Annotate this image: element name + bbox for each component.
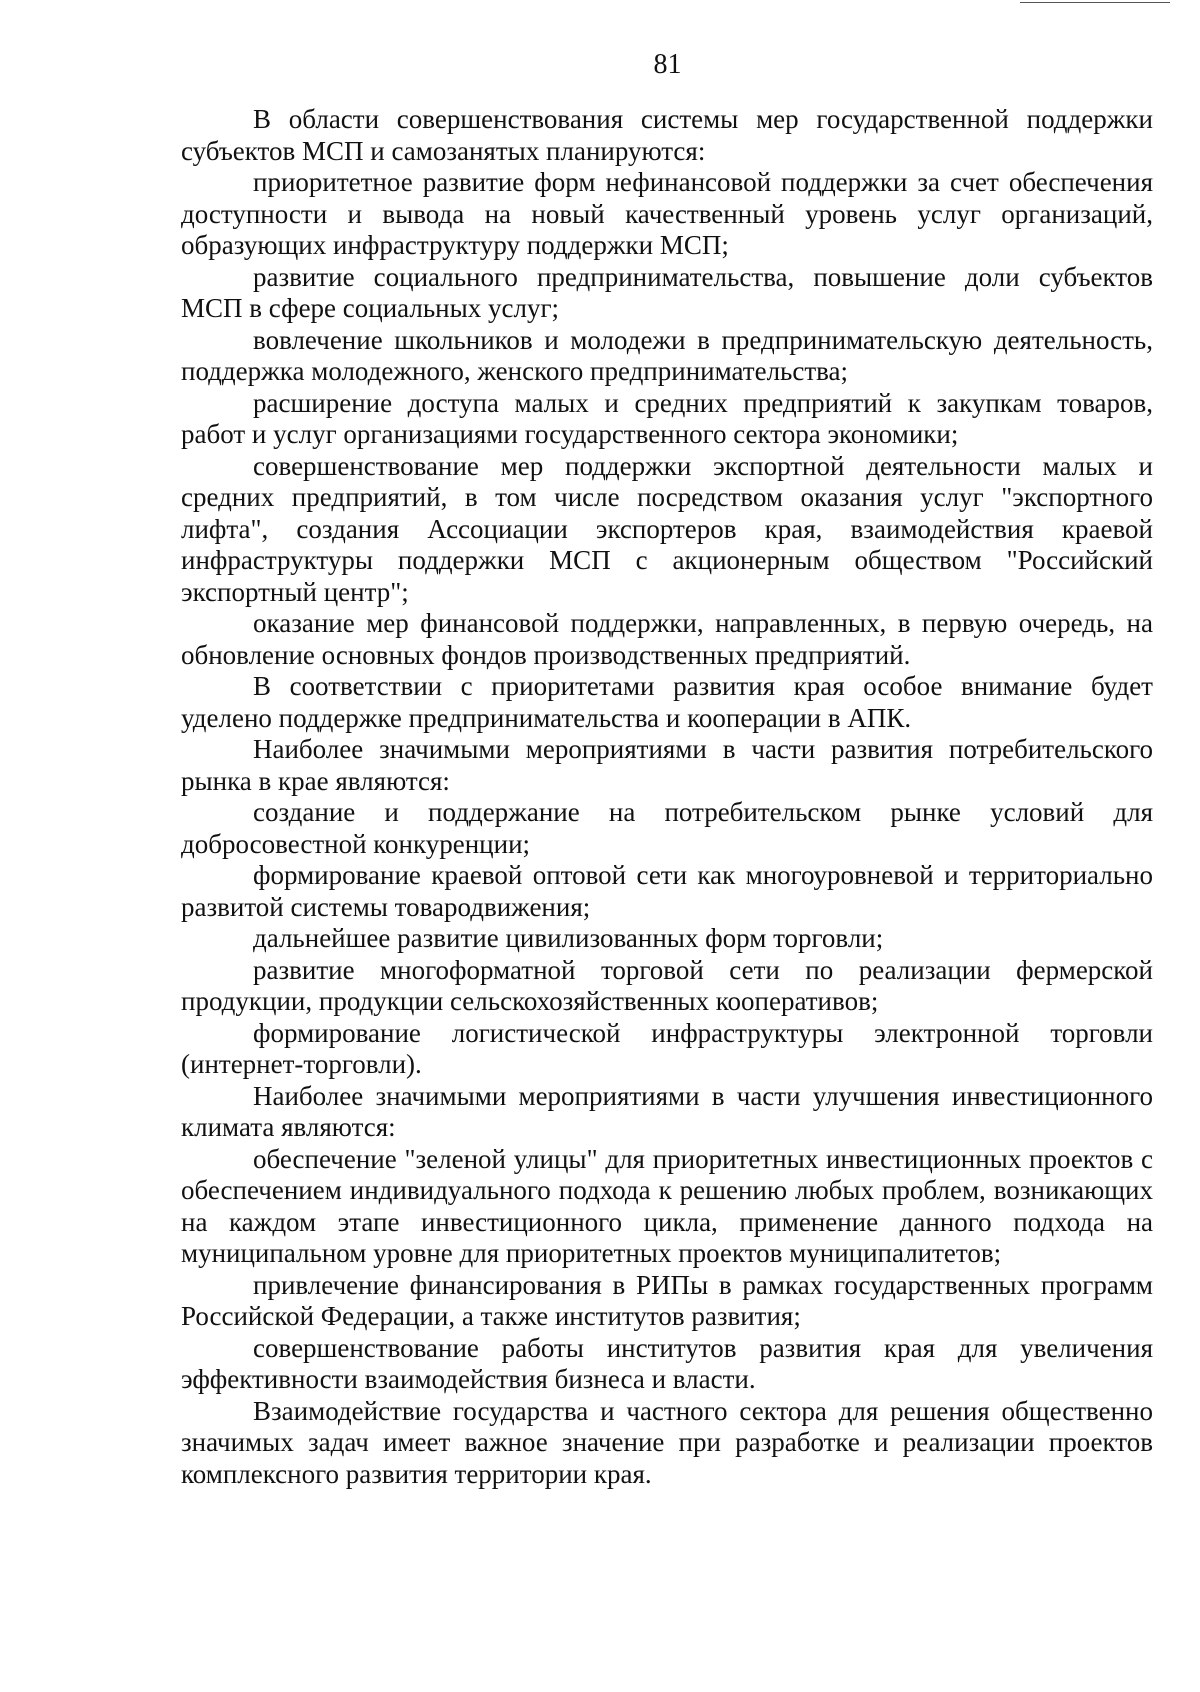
paragraph: приоритетное развитие форм нефинансовой поддержки за счет обеспечения доступности и вывода на новый качественный уровень услуг организаций, образующих инфраструктуру поддержки МСП;: [181, 167, 1153, 260]
paragraph: расширение доступа малых и средних предприятий к закупкам товаров, работ и услуг организациями государственного сектора экономики;: [181, 387, 1153, 449]
paragraph: оказание мер финансовой поддержки, направленных, в первую очередь, на обновление основных фондов производственных предприятий.: [181, 608, 1153, 670]
paragraph: Наиболее значимыми мероприятиями в части развития потребительского рынка в крае являются:: [181, 734, 1153, 796]
paragraph: обеспечение "зеленой улицы" для приоритетных инвестиционных проектов с обеспечением индивидуального подхода к решению любых проблем, возникающих на каждом этапе инвестиционного цикла, применение данного подхода на муниципальном уровне для приоритетных проектов муниципалитетов;: [181, 1143, 1153, 1268]
paragraph: создание и поддержание на потребительском рынке условий для добросовестной конкуренции;: [181, 797, 1153, 859]
paragraph: развитие социального предпринимательства, повышение доли субъектов МСП в сфере социальных услуг;: [181, 261, 1153, 323]
paragraph: совершенствование мер поддержки экспортной деятельности малых и средних предприятий, в том числе посредством оказания услуг "экспортного лифта", создания Ассоциации экспортеров края, взаимодействия краевой инфраструктуры поддержки МСП с акционерным обществом "Российский экспортный центр";: [181, 450, 1153, 607]
paragraph: совершенствование работы институтов развития края для увеличения эффективности взаимодействия бизнеса и власти.: [181, 1332, 1153, 1394]
page-number: 81: [653, 49, 682, 80]
paragraph: формирование краевой оптовой сети как многоуровневой и территориально развитой системы товародвижения;: [181, 860, 1153, 922]
paragraph: вовлечение школьников и молодежи в предпринимательскую деятельность, поддержка молодежного, женского предпринимательства;: [181, 324, 1153, 386]
paragraph: В области совершенствования системы мер государственной поддержки субъектов МСП и самозанятых планируются:: [181, 104, 1153, 166]
paragraph: дальнейшее развитие цивилизованных форм торговли;: [253, 923, 884, 953]
paragraph: формирование логистической инфраструктуры электронной торговли (интернет-торговли).: [181, 1017, 1153, 1079]
paragraph: развитие многоформатной торговой сети по реализации фермерской продукции, продукции сельскохозяйственных кооперативов;: [181, 954, 1153, 1016]
top-edge-rule: [1020, 2, 1170, 3]
paragraph: Наиболее значимыми мероприятиями в части улучшения инвестиционного климата являются:: [181, 1080, 1153, 1142]
paragraph: В соответствии с приоритетами развития края особое внимание будет уделено поддержке предпринимательства и кооперации в АПК.: [181, 671, 1153, 733]
paragraph: Взаимодействие государства и частного сектора для решения общественно значимых задач имеет важное значение при разработке и реализации проектов комплексного развития территории края.: [181, 1395, 1153, 1489]
paragraph: привлечение финансирования в РИПы в рамках государственных программ Российской Федерации, а также институтов развития;: [181, 1269, 1153, 1331]
document-body: [181, 104, 1153, 1490]
